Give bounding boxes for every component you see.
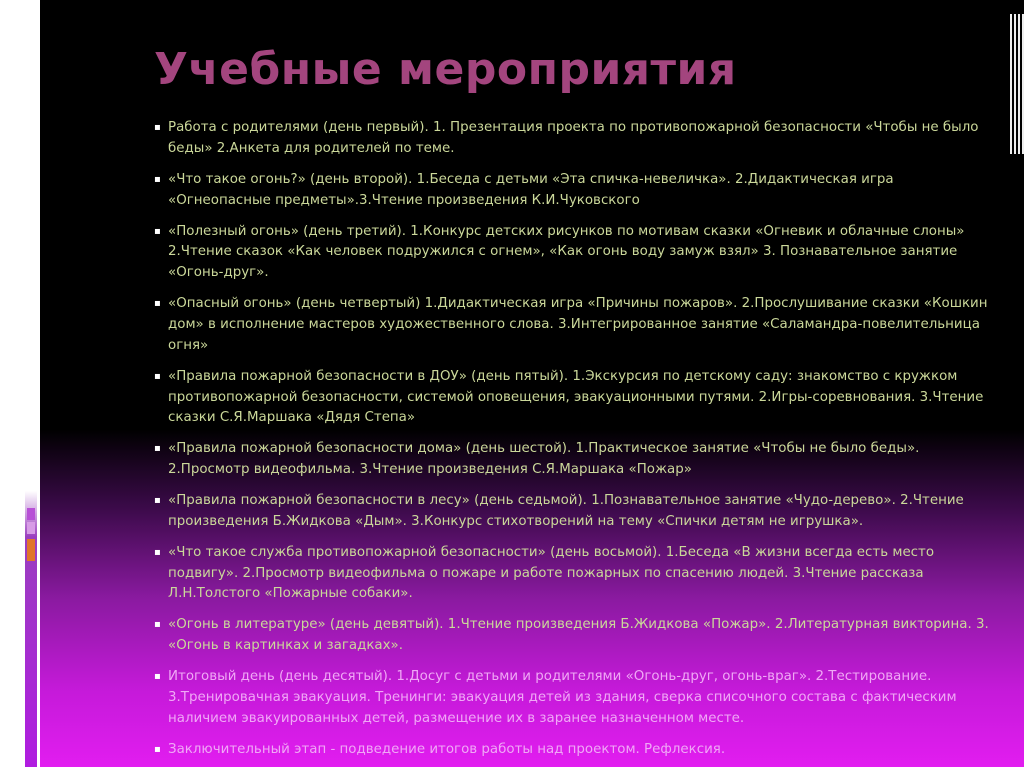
list-item-text: «Правила пожарной безопасности в ДОУ» (день пятый). 1.Экскурсия по детскому саду: знакомство с кружком противопожарной безопасности, системой оповещения, эвакуационными путями. 2.Игры-соревнования. 3.Чтение сказки С.Я.Маршака «Дядя Степа» [168, 368, 984, 426]
decorative-side-block-purple [27, 508, 35, 520]
list-item-text: «Огонь в литературе» (день девятый). 1.Чтение произведения Б.Жидкова «Пожар». 2.Литературная викторина. 3. «Огонь в картинках и загадках». [168, 617, 989, 654]
activity-list [154, 118, 990, 771]
list-item [154, 294, 990, 356]
list-item [154, 118, 990, 160]
bullet-icon: ▪ [154, 225, 161, 237]
list-item-text: «Опасный огонь» (день четвертый) 1.Дидактическая игра «Причины пожаров». 2.Прослушивание сказки «Кошкин дом» в исполнение мастеров художественного слова. 3.Интегрированное занятие «Саламандра-повелительница огня» [168, 296, 988, 353]
list-item-text: «Что такое огонь?» (день второй). 1.Беседа с детьми «Эта спичка-невеличка». 2.Дидактическая игра «Огнеопасные предметы».3.Чтение произведения К.И.Чуковского [168, 171, 894, 208]
list-item [154, 491, 990, 533]
bullet-icon: ▪ [154, 671, 161, 683]
bullet-icon: ▪ [154, 619, 161, 631]
list-item [154, 439, 990, 481]
list-item [154, 667, 990, 729]
list-item [154, 222, 990, 284]
slide [40, 0, 1024, 767]
bullet-icon: ▪ [154, 370, 161, 382]
bullet-icon: ▪ [154, 173, 161, 185]
bullet-icon: ▪ [154, 122, 161, 133]
decorative-side-bar [25, 0, 37, 767]
list-item-text: Заключительный этап - подведение итогов работы над проектом. Рефлексия. [168, 741, 726, 757]
list-item [154, 615, 990, 657]
list-item [154, 170, 990, 212]
bullet-icon: ▪ [154, 443, 161, 455]
list-item-text: Работа с родителями (день первый). 1. Презентация проекта по противопожарной безопасности «Чтобы не было беды» 2.Анкета для родителей по теме. [168, 120, 979, 156]
list-item [154, 543, 990, 605]
bullet-icon: ▪ [154, 546, 161, 558]
list-item [154, 740, 990, 761]
list-item-text: «Правила пожарной безопасности в лесу» (день седьмой). 1.Познавательное занятие «Чудо-дерево». 2.Чтение произведения Б.Жидкова «Дым». 3.Конкурс стихотворений на тему «Спички детям не игрушка». [168, 493, 964, 529]
decorative-side-block-lavender [27, 522, 35, 534]
decorative-side-block-orange [27, 539, 35, 561]
bullet-icon: ▪ [154, 298, 161, 310]
list-item [154, 367, 990, 429]
bullet-icon: ▪ [154, 743, 161, 755]
decorative-corner-lines [1010, 14, 1024, 154]
list-item-text: «Полезный огонь» (день третий). 1.Конкурс детских рисунков по мотивам сказки «Огневик и облачные слоны» 2.Чтение сказок «Как человек подружился с огнем», «Как огонь воду замуж взял» 3. Познавательное занятие «Огонь-друг». [168, 223, 965, 281]
bullet-icon: ▪ [154, 495, 161, 507]
list-item-text: «Правила пожарной безопасности дома» (день шестой). 1.Практическое занятие «Чтобы не было беды». 2.Просмотр видеофильма. 3.Чтение произведения С.Я.Маршака «Пожар» [168, 441, 920, 478]
list-item-text: «Что такое служба противопожарной безопасности» (день восьмой). 1.Беседа «В жизни всегда есть место подвигу». 2.Просмотр видеофильма о пожаре и работе пожарных по спасению людей. 3.Чтение рассказа Л.Н.Толстого «Пожарные собаки». [168, 544, 935, 602]
slide-title: Учебные мероприятия [154, 44, 737, 95]
list-item-text: Итоговый день (день десятый). 1.Досуг с детьми и родителями «Огонь-друг, огонь-враг». 2.Тестирование. 3.Тренировачная эвакуация. Тренинги: эвакуация детей из здания, сверка списочного состава с фактическим наличием эвакуированных детей, размещение их в заранее назначенном месте. [168, 669, 957, 726]
